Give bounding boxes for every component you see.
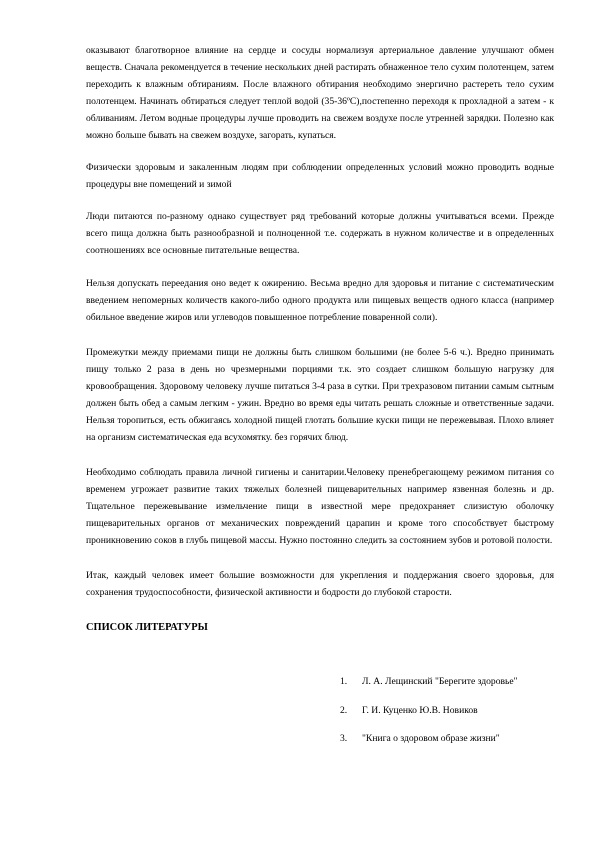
paragraph-hygiene: Необходимо соблюдать правила личной гигиены и санитарии.Человеку пренебрегающему режимом питания со временем угрожает развитие таких тяжелых болезней пищеварительных например язвенная болезнь и др. Тщательное пережевывание измельчение пищи в известной мере предохраняет слизистую оболочку пищеварительных органов от механических повреждений царапин и кроме того способствует быстрому проникновению соков в глубь пищевой массы. Нужно постоянно следить за состоянием зубов и ротовой полости.	[86, 467, 554, 546]
paragraph-overeating: Нельзя допускать переедания оно ведет к ожирению. Весьма вредно для здоровья и питание с систематическим введением непомерных количеств какого-либо одного продукта или пищевых веществ одного класса (например обильное введение жиров или углеводов повышенное потребление поваренной соли).	[86, 278, 554, 323]
paragraph-meal-intervals: Промежутки между приемами пищи не должны быть слишком большими (не более 5-6 ч.). Вредно принимать пищу только 2 раза в день но чрезмерными порциями т.к. это создает слишком большую нагрузку для кровообращения. Здоровому человеку лучше питаться 3-4 раза в сутки. При трехразовом питании самым сытным должен быть обед а самым легким - ужин. Вредно во время еды читать решать сложные и ответственные задачи. Нельзя торопиться, есть обжигаясь холодной пищей глотать большие куски пищи не пережевывая. Плохо влияет на организм систематическая еда всухомятку. без горячих блюд.	[86, 347, 554, 443]
reference-number: 3.	[340, 733, 348, 744]
reference-number: 2.	[340, 704, 348, 716]
references-heading: СПИСОК ЛИТЕРАТУРЫ	[86, 622, 208, 633]
reference-text: "Книга о здоровом образе жизни"	[362, 733, 500, 744]
reference-text: Л. А. Лещинский "Берегите здоровье"	[362, 676, 518, 687]
references-list	[340, 675, 554, 747]
reference-item	[340, 704, 554, 719]
reference-item	[340, 675, 554, 690]
paragraph-water-procedures: оказывают благотворное влияние на сердце и сосуды нормализуя артериальное давление улучшают обмен веществ. Сначала рекомендуется в течение нескольких дней растирать обнаженное тело сухим полотенцем, затем переходить к влажным обтираниям. После влажного обтирания необходимо энергично растереть тело сухим полотенцем. Начинать обтираться следует теплой водой (35-36ºС),постепенно переходя к прохладной а затем - к обливаниям. Летом водные процедуры лучше проводить на свежем воздухе после утренней зарядки. Полезно как можно больше бывать на свежем воздухе, загорать, купаться.	[86, 45, 554, 141]
document-body	[86, 42, 554, 635]
reference-item	[340, 732, 554, 747]
paragraph-winter-procedures: Физически здоровым и закаленным людям при соблюдении определенных условий можно проводить водные процедуры вне помещений и зимой	[86, 162, 554, 190]
reference-text: Г. И. Куценко Ю.В. Новиков	[362, 704, 478, 716]
paragraph-nutrition-requirements: Люди питаются по-разному однако существует ряд требований которые должны учитываться всеми. Прежде всего пища должна быть разнообразной и полноценной т.е. содержать в нужном количестве и в определенных соотношениях все основные питательные вещества.	[86, 211, 554, 256]
paragraph-conclusion: Итак, каждый человек имеет большие возможности для укрепления и поддержания своего здоровья, для сохранения трудоспособности, физической активности и бодрости до глубокой старости.	[86, 570, 554, 598]
reference-number: 1.	[340, 676, 348, 687]
